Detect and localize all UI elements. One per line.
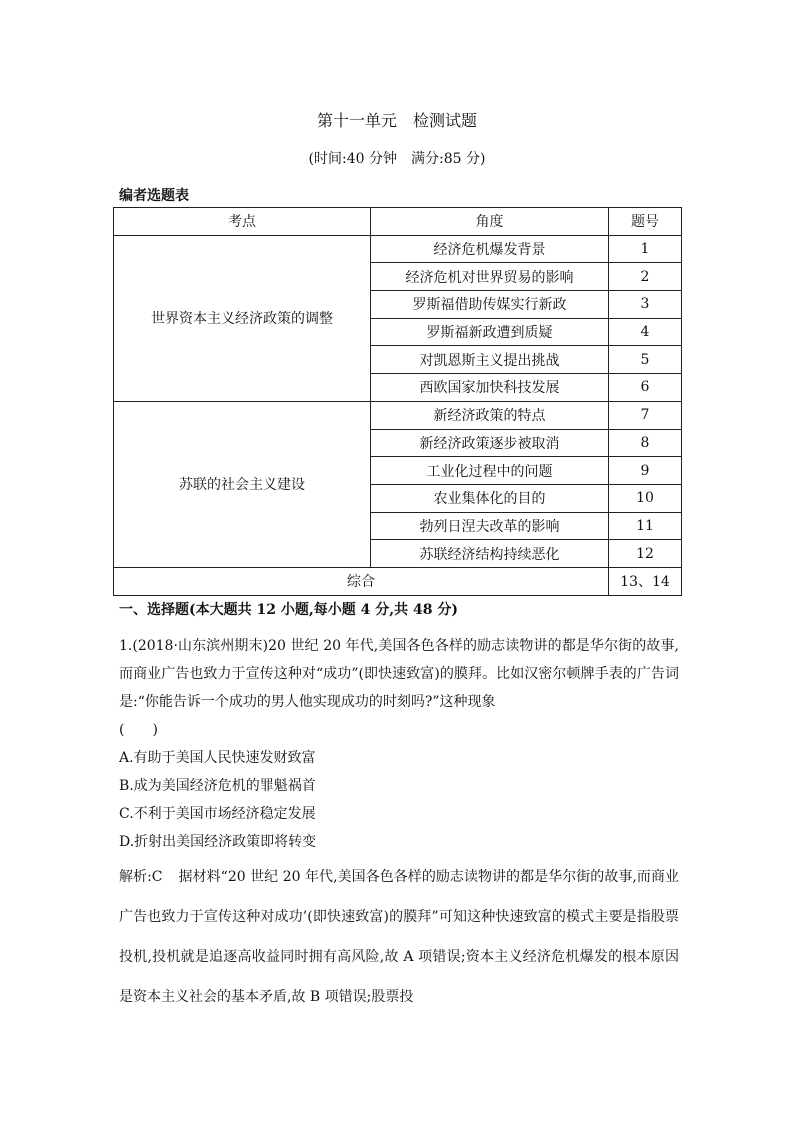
option-a: A.有助于美国人民快速发财致富 [119,750,316,766]
topic-table [113,207,682,596]
number-cell: 6 [609,374,682,402]
number-cell: 10 [609,484,682,512]
analysis-paragraph [119,857,679,1017]
option-b: B.成为美国经济危机的罪魁祸首 [119,778,316,794]
number-cell: 5 [609,346,682,374]
angle-cell: 新经济政策逐步被取消 [371,429,609,457]
summary-label-cell: 综合 [114,567,609,595]
angle-cell: 新经济政策的特点 [371,401,609,429]
angle-cell: 农业集体化的目的 [371,484,609,512]
number-cell: 9 [609,457,682,485]
summary-number-cell: 13、14 [609,567,682,595]
question-text: 1.(2018·山东滨州期末)20 世纪 20 年代,美国各色各样的励志读物讲的都是华尔街的故事,而商业广告也致力于宣传这种对“成功”(即快速致富)的膜拜。比如汉密尔顿牌手表的广告词是:“你能告诉一个成功的男人他实现成功的时刻吗?”这种现象 [119,638,679,710]
number-cell: 12 [609,540,682,568]
summary-row [114,567,682,595]
angle-cell: 西欧国家加快科技发展 [371,374,609,402]
header-topic: 考点 [114,208,371,236]
answer-blank: ( ) [119,722,158,738]
table-header-row [114,208,682,236]
option-d: D.折射出美国经济政策即将转变 [119,834,317,850]
angle-cell: 经济危机爆发背景 [371,235,609,263]
table-caption: 编者选题表 [119,188,189,204]
angle-cell: 罗斯福新政遭到质疑 [371,318,609,346]
topic-cell: 苏联的社会主义建设 [114,401,371,567]
angle-cell: 对凯恩斯主义提出挑战 [371,346,609,374]
header-number: 题号 [609,208,682,236]
topic-cell: 世界资本主义经济政策的调整 [114,235,371,401]
number-cell: 2 [609,263,682,291]
number-cell: 4 [609,318,682,346]
option-c: C.不利于美国市场经济稳定发展 [119,806,316,822]
section-heading: 一、选择题(本大题共 12 小题,每小题 4 分,共 48 分) [119,602,458,618]
header-angle: 角度 [371,208,609,236]
angle-cell: 罗斯福借助传媒实行新政 [371,291,609,319]
analysis-label: 解析:C [119,869,163,885]
analysis-text: 据材料“20 世纪 20 年代,美国各色各样的励志读物讲的都是华尔街的故事,而商业广告也致力于宣传这种对成功’(即快速致富)的膜拜”可知这种快速致富的模式主要是指股票投机,投机就是追逐高收益同时拥有高风险,故 A 项错误;资本主义经济危机爆发的根本原因是资本主义社会的基本矛盾,故 B 项错误;股票投 [119,869,679,1005]
angle-cell: 工业化过程中的问题 [371,457,609,485]
angle-cell: 勃列日涅夫改革的影响 [371,512,609,540]
page-title: 第十一单元 检测试题 [316,111,477,130]
page-subtitle: (时间:40 分钟 满分:85 分) [308,151,486,167]
number-cell: 11 [609,512,682,540]
number-cell: 1 [609,235,682,263]
question-stem [119,632,679,744]
number-cell: 3 [609,291,682,319]
angle-cell: 苏联经济结构持续恶化 [371,540,609,568]
table-row [114,401,682,429]
table-row [114,235,682,263]
number-cell: 7 [609,401,682,429]
angle-cell: 经济危机对世界贸易的影响 [371,263,609,291]
number-cell: 8 [609,429,682,457]
options-list [119,744,679,856]
